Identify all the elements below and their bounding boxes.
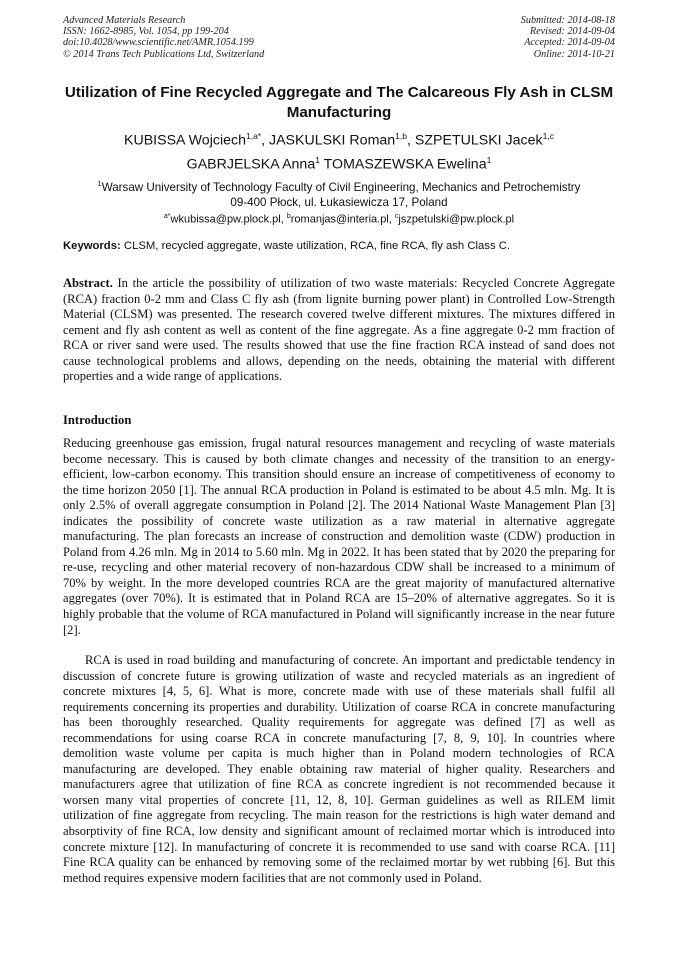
intro-paragraph-1: Reducing greenhouse gas emission, frugal natural resources management and recycling of waste materials become necessary. This is caused by both climate changes and necessity of the transition to an energy-efficient, low-carbon economy. This transition should ensure an increase of competitiveness of economy to the time horizon 2050 [1]. The annual RCA production in Poland is estimated to be about 4.5 mln. Mg. It is only 2.5% of overall aggregate consumption in Poland [2]. The 2014 National Waste Management Plan [3] indicates the possibility of concrete waste utilization as a raw material in alternative aggregate manufacturing. The plan forecasts an increase of construction and demolition waste (CDW) production in Poland from 4.26 mln. Mg in 2014 to 5.60 mln. Mg in 2022. It has been stated that by 2020 the preparing for re-use, recycling and other material recovery of non-hazardous CDW shall be increased to a minimum of 70% by weight. In the more developed countries RCA are the great majority of manufactured alternative aggregates (over 70%). It is estimated that in Poland RCA are 15–20% of alternative aggregates. So it is highly probable that the volume of RCA manufactured in Poland will significantly increase in the near future [2].: [63, 436, 615, 637]
email-sup: a*: [163, 213, 171, 220]
email-link[interactable]: wkubissa@pw.plock.pl,: [170, 213, 287, 226]
email-link[interactable]: romanjas@interia.pl,: [290, 213, 395, 226]
accepted-date: Accepted: 2014-09-04: [524, 37, 615, 49]
affiliation-sup: 1: [97, 179, 102, 188]
affiliation: [50, 176, 628, 211]
author-sup: 1: [486, 155, 492, 166]
affiliation-line-1: Warsaw University of Technology Faculty of Civil Engineering, Mechanics and Petrochemistry: [101, 180, 581, 194]
author-sup: 1: [315, 155, 320, 166]
author-list: [50, 127, 628, 175]
paper-title: Utilization of Fine Recycled Aggregate and The Calcareous Fly Ash in CLSM Manufacturing: [64, 84, 614, 121]
keywords-text: CLSM, recycled aggregate, waste utilization, RCA, fine RCA, fly ash Class C.: [120, 240, 511, 252]
submitted-date: Submitted: 2014-08-18: [520, 15, 615, 26]
email-sup: b: [286, 213, 291, 220]
author-sup: 1,a*: [245, 131, 262, 141]
abstract: [63, 276, 615, 385]
intro-paragraph-2: RCA is used in road building and manufacturing of concrete. An important and predictable tendency in discussion of concrete future is growing utilization of waste and recycled materials as an ingredient of concrete mixtures [4, 5, 6]. What is more, concrete made with use of these materials shall fulfil all requirements concerning its properties and durability. Utilization of coarse RCA in concrete manufacturing has been thoroughly researched. Quality requirements for aggregate was defined [7] as well as recommendations for using coarse RCA in concrete manufacturing [7, 8, 9, 10]. In countries where demolition waste volume per capita is much higher than in Poland modern technologies of RCA manufacturing are developed. They enable obtaining raw material of higher quality. Researchers and manufacturers agree that utilization of fine RCA as concrete ingredient is not recommended because it worsen many vital properties of concrete [11, 12, 8, 10]. German guidelines as well as RILEM limit utilization of fine aggregate from recycling. The main reason for the restrictions is high water demand and absorptivity of fine RCA, low density and significant amount of reclaimed mortar which is introduced into concrete mixture [12]. In manufacturing of concrete it is recommended to use sand with coarse RCA. [11] Fine RCA quality can be enhanced by removing some of the reclaimed mortar by wet rubbing [6]. But this method requires expensive modern facilities that are not commonly used in Poland.: [63, 653, 615, 885]
author-name: GABRJELSKA Anna: [186, 156, 316, 173]
email-link[interactable]: jszpetulski@pw.plock.pl: [398, 213, 515, 226]
author-sup: 1,b: [395, 131, 407, 141]
author-name: SZPETULSKI Jacek: [414, 132, 543, 149]
abstract-label: Abstract.: [63, 276, 113, 290]
author-name: JASKULSKI Roman: [269, 132, 396, 149]
online-date: Online: 2014-10-21: [533, 48, 615, 60]
journal-info: [63, 15, 264, 60]
section-heading-introduction: Introduction: [63, 413, 132, 427]
publication-dates: [521, 15, 615, 60]
keywords: [63, 239, 615, 253]
author-name: TOMASZEWSKA Ewelina: [323, 156, 487, 173]
abstract-text: In the article the possibility of utilization of two waste materials: Recycled Concrete Aggregate (RCA) fraction 0-2 mm and Class C fly ash (from lignite burning power plant) in Controlled Low-Strength Material (CLSM) was presented. The research covered twelve different mixtures. The mixtures differed in cement and fly ash content as well as content of the fine aggregate. As a fine aggregate 0-2 mm fraction of RCA or river sand were used. The results showed that use the fine fraction RCA instead of sand does not cause technological problems and allows, depending on the needs, obtaining the material with different properties and a wide range of applications.: [63, 276, 615, 384]
affiliation-line-2: 09-400 Płock, ul. Łukasiewicza 17, Poland: [230, 196, 448, 210]
email-list: [50, 210, 628, 227]
revised-date: Revised: 2014-09-04: [529, 26, 615, 38]
author-separator: ,: [261, 132, 269, 149]
email-sup: c: [394, 213, 399, 220]
copyright-line: © 2014 Trans Tech Publications Ltd, Switzerland: [63, 48, 265, 60]
journal-name: Advanced Materials Research: [63, 15, 186, 26]
author-name: KUBISSA Wojciech: [124, 132, 246, 149]
doi-line: doi:10.4028/www.scientific.net/AMR.1054.199: [63, 37, 254, 49]
author-separator: ,: [407, 132, 415, 149]
keywords-label: Keywords:: [63, 240, 121, 252]
author-sup: 1,c: [542, 131, 554, 141]
issn-line: ISSN: 1662-8985, Vol. 1054, pp 199-204: [63, 26, 229, 38]
